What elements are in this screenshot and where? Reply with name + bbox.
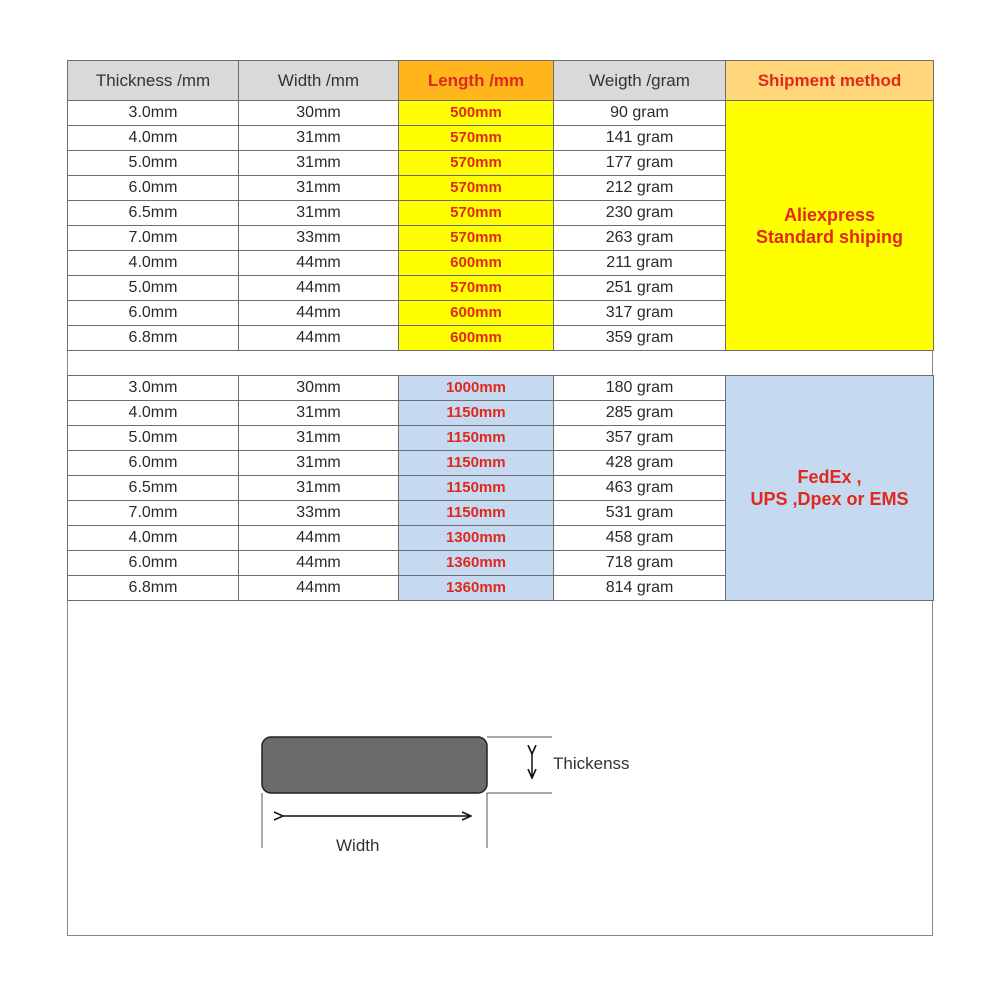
width-cell: 33mm — [239, 226, 399, 251]
weight-cell: 263 gram — [554, 226, 726, 251]
weight-cell: 814 gram — [554, 576, 726, 601]
shipment-cell — [726, 376, 934, 601]
length-cell: 1000mm — [399, 376, 554, 401]
weight-cell: 357 gram — [554, 426, 726, 451]
weight-cell: 251 gram — [554, 276, 726, 301]
header-shipment: Shipment method — [726, 61, 934, 101]
group-separator — [68, 351, 934, 376]
width-cell: 30mm — [239, 101, 399, 126]
spec-table — [67, 60, 934, 601]
thickness-cell: 4.0mm — [68, 251, 239, 276]
width-cell: 44mm — [239, 276, 399, 301]
width-cell: 30mm — [239, 376, 399, 401]
width-cell: 44mm — [239, 526, 399, 551]
thickness-cell: 6.8mm — [68, 576, 239, 601]
thickness-cell: 5.0mm — [68, 276, 239, 301]
width-cell: 31mm — [239, 451, 399, 476]
width-cell: 31mm — [239, 476, 399, 501]
thickness-cell: 6.0mm — [68, 451, 239, 476]
length-cell: 570mm — [399, 201, 554, 226]
weight-cell: 177 gram — [554, 151, 726, 176]
length-cell: 570mm — [399, 151, 554, 176]
length-cell: 1150mm — [399, 426, 554, 451]
length-cell: 600mm — [399, 301, 554, 326]
thickness-cell: 6.5mm — [68, 476, 239, 501]
thickness-cell: 6.0mm — [68, 551, 239, 576]
shipment-line-1: Aliexpress — [783, 204, 876, 225]
length-cell: 570mm — [399, 176, 554, 201]
weight-cell: 230 gram — [554, 201, 726, 226]
weight-cell: 180 gram — [554, 376, 726, 401]
weight-cell: 90 gram — [554, 101, 726, 126]
width-cell: 44mm — [239, 551, 399, 576]
width-cell: 31mm — [239, 426, 399, 451]
length-cell: 570mm — [399, 276, 554, 301]
width-cell: 44mm — [239, 301, 399, 326]
table-row — [68, 101, 934, 126]
weight-cell: 285 gram — [554, 401, 726, 426]
length-cell: 1150mm — [399, 401, 554, 426]
thickness-cell: 5.0mm — [68, 151, 239, 176]
header-thickness: Thickness /mm — [68, 61, 239, 101]
weight-cell: 141 gram — [554, 126, 726, 151]
thickness-cell: 4.0mm — [68, 126, 239, 151]
length-cell: 1360mm — [399, 551, 554, 576]
shipment-line-2: UPS ,Dpex or EMS — [750, 489, 909, 509]
width-cell: 33mm — [239, 501, 399, 526]
weight-cell: 718 gram — [554, 551, 726, 576]
shipment-line-1: FedEx , — [797, 467, 862, 487]
length-cell: 1150mm — [399, 451, 554, 476]
separator-cell — [68, 351, 934, 376]
width-cell: 44mm — [239, 326, 399, 351]
weight-cell: 428 gram — [554, 451, 726, 476]
weight-cell: 458 gram — [554, 526, 726, 551]
shipment-line-2: Standard shiping — [755, 226, 903, 247]
thickness-cell: 7.0mm — [68, 226, 239, 251]
weight-cell: 359 gram — [554, 326, 726, 351]
thickness-label: Thickenss — [553, 754, 630, 773]
length-cell: 1150mm — [399, 476, 554, 501]
thickness-cell: 3.0mm — [68, 376, 239, 401]
weight-cell: 531 gram — [554, 501, 726, 526]
thickness-cell: 3.0mm — [68, 101, 239, 126]
length-cell: 1150mm — [399, 501, 554, 526]
width-cell: 31mm — [239, 151, 399, 176]
length-cell: 500mm — [399, 101, 554, 126]
width-cell: 31mm — [239, 401, 399, 426]
thickness-cell: 7.0mm — [68, 501, 239, 526]
width-cell: 31mm — [239, 201, 399, 226]
header-width: Width /mm — [239, 61, 399, 101]
shipment-cell — [726, 101, 934, 351]
weight-cell: 463 gram — [554, 476, 726, 501]
length-cell: 600mm — [399, 251, 554, 276]
width-cell: 31mm — [239, 176, 399, 201]
thickness-cell: 5.0mm — [68, 426, 239, 451]
thickness-cell: 6.0mm — [68, 301, 239, 326]
width-label: Width — [336, 836, 380, 855]
length-cell: 570mm — [399, 126, 554, 151]
weight-cell: 211 gram — [554, 251, 726, 276]
length-cell: 570mm — [399, 226, 554, 251]
length-cell: 1360mm — [399, 576, 554, 601]
width-cell: 44mm — [239, 576, 399, 601]
thickness-cell: 6.5mm — [68, 201, 239, 226]
table-row — [68, 376, 934, 401]
thickness-cell: 4.0mm — [68, 401, 239, 426]
thickness-cell: 4.0mm — [68, 526, 239, 551]
length-cell: 1300mm — [399, 526, 554, 551]
header-weight: Weigth /gram — [554, 61, 726, 101]
header-length: Length /mm — [399, 61, 554, 101]
thickness-cell: 6.8mm — [68, 326, 239, 351]
width-cell: 31mm — [239, 126, 399, 151]
weight-cell: 212 gram — [554, 176, 726, 201]
length-cell: 600mm — [399, 326, 554, 351]
weight-cell: 317 gram — [554, 301, 726, 326]
width-cell: 44mm — [239, 251, 399, 276]
thickness-cell: 6.0mm — [68, 176, 239, 201]
header-row — [68, 61, 934, 101]
